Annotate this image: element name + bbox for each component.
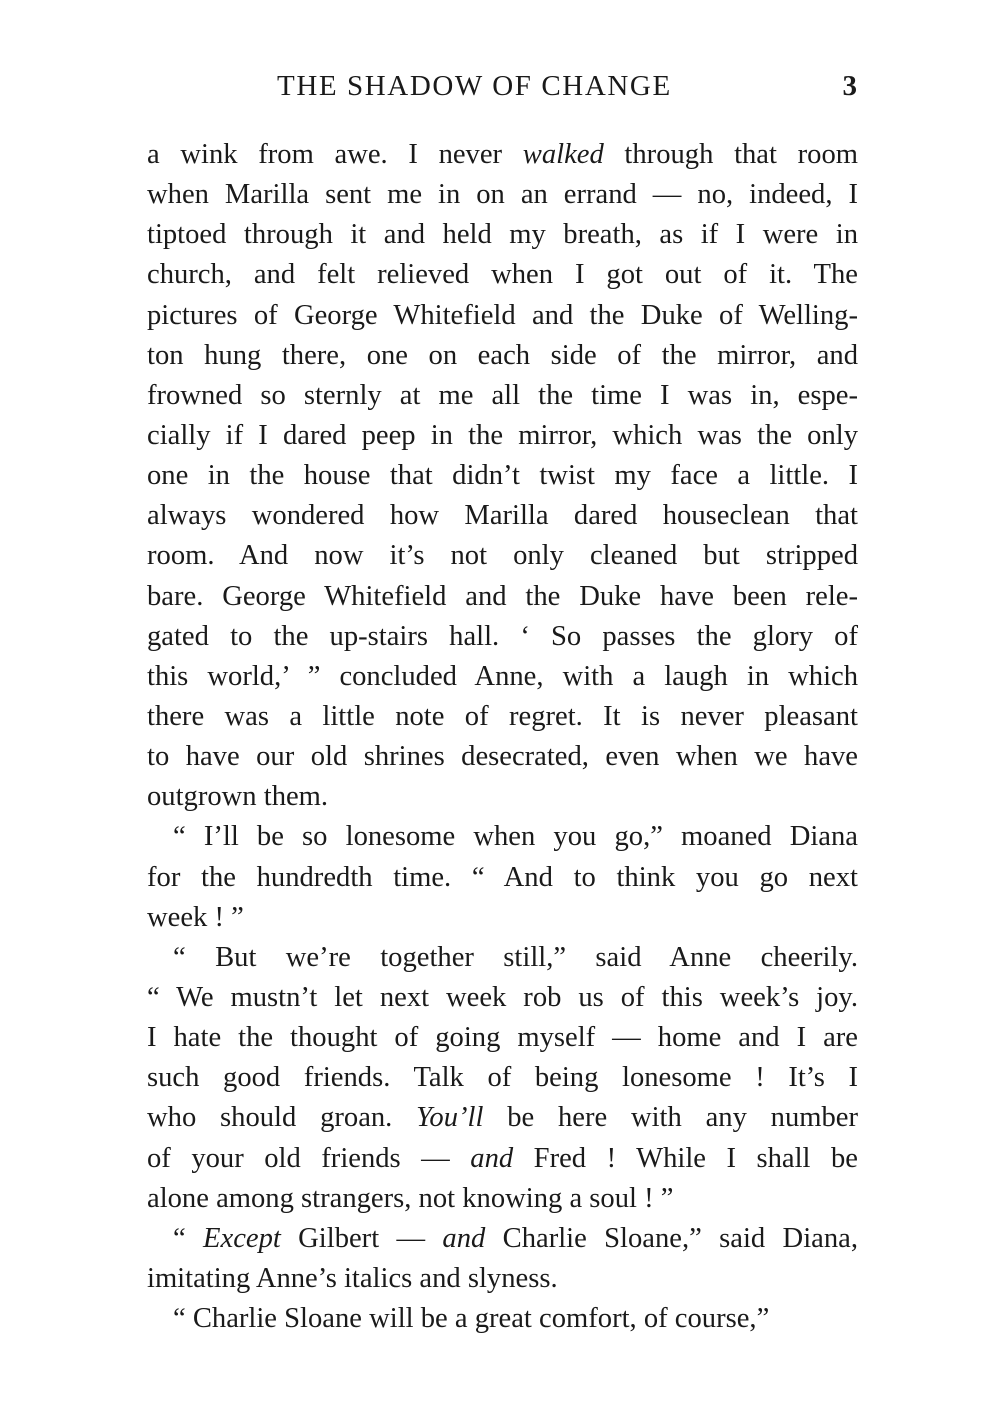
text-line: of your old friends — and Fred ! While I shall be bbox=[147, 1142, 858, 1174]
text-line: “ But we’re together still,” said Anne cheerily. bbox=[173, 941, 858, 973]
text-line: “ Charlie Sloane will be a great comfort, of course,” bbox=[173, 1303, 770, 1335]
italic-emphasis: and bbox=[442, 1222, 486, 1254]
text-line: alone among strangers, not knowing a soul ! ” bbox=[147, 1182, 674, 1214]
text-line: bare. George Whitefield and the Duke have been rele- bbox=[147, 580, 858, 612]
text-line: outgrown them. bbox=[147, 781, 329, 813]
text-line: pictures of George Whitefield and the Duke of Welling- bbox=[147, 299, 858, 331]
text-line: ton hung there, one on each side of the mirror, and bbox=[147, 339, 858, 371]
text-line: I hate the thought of going myself — home and I are bbox=[147, 1022, 858, 1054]
page-number: 3 bbox=[842, 70, 857, 102]
running-head bbox=[147, 66, 857, 106]
text-line: this world,’ ” concluded Anne, with a laugh in which bbox=[147, 660, 858, 692]
text-line: for the hundredth time. “ And to think you go next bbox=[147, 861, 858, 893]
text-line: tiptoed through it and held my breath, as if I were in bbox=[147, 219, 858, 251]
text-line: week ! ” bbox=[147, 901, 244, 933]
text-line: such good friends. Talk of being lonesome ! It’s I bbox=[147, 1062, 858, 1094]
text-line: frowned so sternly at me all the time I was in, espe- bbox=[147, 379, 858, 411]
text-line: church, and felt relieved when I got out of it. The bbox=[147, 259, 858, 291]
chapter-title: THE SHADOW OF CHANGE bbox=[277, 70, 672, 102]
text-line: “ I’ll be so lonesome when you go,” moaned Diana bbox=[173, 821, 858, 853]
text-line: who should groan. You’ll be here with any number bbox=[147, 1102, 859, 1134]
text-line: there was a little note of regret. It is never pleasant bbox=[147, 700, 858, 732]
text-line: room. And now it’s not only cleaned but stripped bbox=[147, 540, 858, 572]
text-line: a wink from awe. I never walked through that room bbox=[147, 139, 858, 170]
text-line: “ We mustn’t let next week rob us of this week’s joy. bbox=[147, 981, 858, 1013]
body-text bbox=[147, 135, 858, 1339]
italic-emphasis: and bbox=[470, 1142, 514, 1174]
text-line: one in the house that didn’t twist my face a little. I bbox=[147, 460, 858, 492]
italic-emphasis: Except bbox=[203, 1222, 281, 1254]
italic-emphasis: You’ll bbox=[416, 1102, 484, 1134]
text-line: “ Except Gilbert — and Charlie Sloane,” said Diana, bbox=[173, 1222, 858, 1254]
text-line: when Marilla sent me in on an errand — no, indeed, I bbox=[147, 179, 858, 211]
italic-emphasis: walked bbox=[522, 139, 604, 170]
text-line: cially if I dared peep in the mirror, which was the only bbox=[147, 419, 858, 451]
text-line: to have our old shrines desecrated, even when we have bbox=[147, 741, 858, 773]
text-line: gated to the up-stairs hall. ‘ So passes the glory of bbox=[147, 620, 858, 652]
text-line: always wondered how Marilla dared houseclean that bbox=[147, 500, 858, 532]
text-line: imitating Anne’s italics and slyness. bbox=[147, 1262, 558, 1294]
